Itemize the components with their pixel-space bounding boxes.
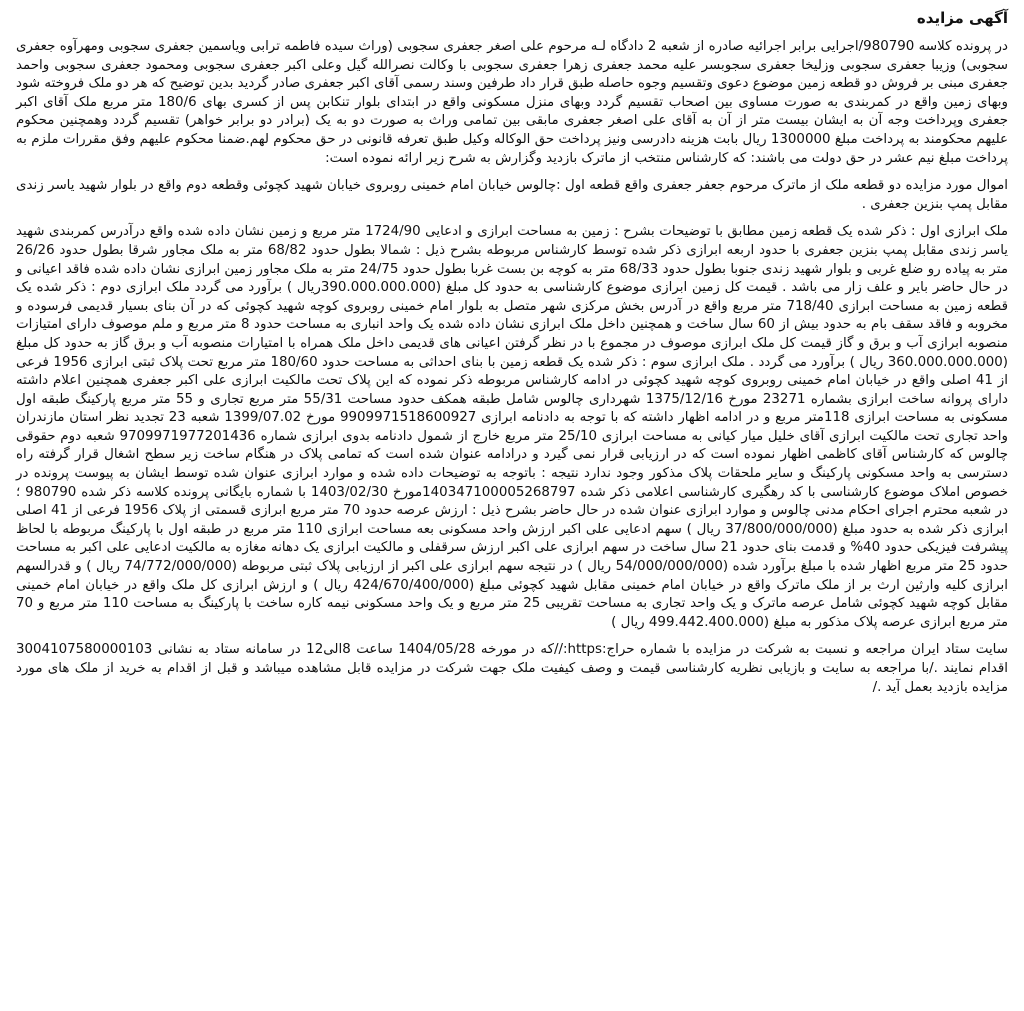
notice-paragraph-properties: اموال مورد مزایده دو قطعه ملک از ماترک مرحوم جعفر جعفری واقع قطعه اول :چالوس خیابان امام خمینی روبروی خیابان شهید کچوئی وقطعه دوم واقع در بلوار شهید یاسر زندی مقابل پمپ بنزین جعفری . xyxy=(16,178,1008,212)
notice-title: آگهی مزایده xyxy=(916,9,1008,27)
notice-paragraph-appraisal: ملک ابرازی اول : ذکر شده یک قطعه زمین مطابق با توضیحات بشرح : زمین به مساحت ابرازی و ادعایی 1724/90 متر مربع و زمین نشان داده شده واقع درآدرس کمربندی شهید یاسر زندی مقابل پمپ بنزین جعفری با حدود اربعه ابرازی ذکر شده توسط کارشناس مربوطه بشرح ذیل : شمالا بطول حدود 68/82 متر به ملک مجاور شرقا بطول حدود 26/26 متر به پیاده رو ضلع غربی و بلوار شهید زندی جنوبا بطول حدود 68/33 متر به کوچه بن بست غربا بطول حدود 24/75 متر به ملک مجاور زمین ابرازی نشان داده شده فاقد اعیانی و در حال حاضر بایر و علف زار می باشد . قیمت کل زمین ابرازی موضوع کارشناسی به حدود کل مبلغ (390.000.000.000ریال ) برآورد می گردد ملک ابرازی دوم : ذکر شده یک قطعه زمین به مساحت ابرازی 718/40 متر مربع واقع در آدرس بخش مرکزی شهر متصل به بلوار امام خمینی روبروی کوچه شهید کچوئی که در آن بنای بسیار قدیمی فرسوده و مخروبه و فاقد سقف بام به حدود بیش از 60 سال ساخت و همچنین داخل ملک ابرازی نشان داده شده یک واحد انباری به مساحت حدود 8 متر مربع و ملم موصوف دارای امتیازات منصوبه ابرازی آب و برق و گاز قیمت کل ملک ابرازی موصوف در مجموع با در نظر گرفتن اعیانی های قدیمی داخل ملک همراه با امتیارات منصوبه آب و برق گاز به حدود کل مبلغ (360.000.000.000 ریال ) برآورد می گردد . ملک ابرازی سوم : ذکر شده یک قطعه زمین با بنای احداثی به مساحت حدود 180/60 متر مربع تحت پلاک ثبتی ابرازی 1956 فرعی از 41 اصلی واقع در خیابان امام خمینی روبروی کوچه شهید کچوئی در ادامه کارشناس مربوطه ذکر نموده که این پلاک تحت مالکیت ابرازی علی اکبر جعفری همچنین اعلام داشته دارای پروانه ساخت ابرازی بشماره 23271 مورخ 1375/12/16 شهرداری چالوس شامل طبقه همکف حدود مساحت 55/31 متر مربع تجاری و 55 متر مربع پارکینگ طبقه اول مسکونی به مساحت ابرازی 118متر مربع و در ادامه اظهار داشته که با توجه به دادنامه ابرازی 9909971518600927 مورخ 1399/07.02 شعبه 23 تجدید نظر استان مازندران واحد تجاری تحت مالکیت ابرازی آقای خلیل میار کیانی به مساحت ابرازی 25/10 متر مربع خارج از شمول دادنامه بدوی ابرازی شماره 9709971977201436 شعبه دوم حقوقی چالوس که کارشناس آقای کاظمی اظهار نموده است که در ارزیابی قرار نمی گیرد و درادامه عنوان شده است که تمامی پلاک در هنگام ساخت زیر سطح اشغال قرار گرفته راه دسترسی به واحد مسکونی پارکینگ و سایر ملحقات پلاک مذکور وجود ندارد نتیجه : باتوجه به توضیحات داده شده و موارد ابرازی عنوان شده توسط ایشان به پیوست پرونده در خصوص املاک موضوع کارشناسی با کد رهگیری کارشناسی اعلامی ذکر شده 140347100005268797مورخ 1403/02/30 با شماره بایگانی پرونده کلاسه ذکر شده 980790 ؛ در شعبه محترم اجرای احکام مدنی چالوس و موارد ابرازی عنوان شده در حال حاضر بشرح ذیل : ارزش عرصه حدود 70 متر مربع ابرازی قسمتی از پلاک 1956 فرعی از 41 اصلی ابرازی ذکر شده به حدود مبلغ (37/800/000/000 ریال ) سهم ادعایی علی اکبر ارزش واحد مسکونی بعه مساحت ابرازی 110 متر مربع در طبقه اول با پارکینگ مربوطه با لحاظ پیشرفت فیزیکی حدود 40% و قدمت بنای حدود 21 سال ساخت در سهم ابرازی علی اکبر ارزش سرقفلی و مالکیت ابرازی یک دهانه مغازه به مالکیت ادعایی علی اکبر به مساحت حدود 25 متر مربع اظهار شده با مبلغ برآورد شده (54/000/000/000 ریال ) در نتیجه سهم ابرازی علی اکبر از ارزیابی پلاک ثبتی مربوطه (74/772/000/000 ریال ) و قدرالسهم ابرازی کلیه وارثین ارث بر از ملک ماترک واقع در خیابان امام خمینی مقابل شهید کچوئی مبلغ (424/670/400/000 ریال ) و ارزش ابرازی کل ملک واقع در خیابان امام خمینی مقابل کوچه شهید کچوئی شامل عرصه ماترک و یک واحد تجاری به مساحت تقریبی 25 متر مربع و یک واحد مسکونی نیمه کاره ساخت با پارکینگ به مساحت 110 متر مربع و 70 متر مربع ابرازی عرصه پلاک مذکور به مبلغ (499.442.400.000 ریال ) xyxy=(16,224,1009,630)
notice-paragraph-case-summary: در پرونده کلاسه 980790/اجرایی برابر اجرائیه صادره از شعبه 2 دادگاه لـه مرحوم علی اصغر جعفری سجوبی (وراث سیده فاطمه ترابی ویاسمین جعفری سجوبی ومهرآوه جعفری سجوبی) وزیبا جعفری سجوبی وزلیخا جعفری سجوبسر علیه محمد جعفری زهرا جعفری سجوبی با وکالت نصرالله گیل وعلی اکبر جعفری سجوبی ومحمود جعفری سجوبی واحمد جعفری مبنی بر فروش دو قطعه زمین موضوع دعوی وتقسیم وجوه حاصله طبق قرار داد طرفین وسند رسمی آقای اکبر جعفری صادر گردید بدین توضیح که هر دو ملک فروخته شود وبهای زمین واقع در کمربندی به صورت مساوی بین اصحاب تقسیم گردد وبهای منزل مسکونی واقع در ابتدای بلوار تنکابن پس از کسری بهای 180/6 متر مربع ملک آقای اکبر جعفری وپرداخت وجه آن به ایشان بیست متر از آن به آقای علی اصغر جعفری مابقی بین تمامی وراث به صورت دو به یک (برادر دو برابر خواهر) تقسیم گردد وهمچنین محکوم علیهم محکومند به پرداخت مبلغ 1300000 ریال بابت هزینه دادرسی ونیز پرداخت حق الوکاله وکیل طبق تعرفه قانونی در حق محکوم لهم.ضمنا محکوم علیهم وفق مقررات ملزم به پرداخت مبلغ نیم عشر در حق دولت می باشند: که کارشناس منتخب از ماترک بازدید وگزارش به شرح زیر ارائه نموده است: xyxy=(16,39,1008,166)
notice-paragraph-participation: سایت ستاد ایران مراجعه و نسبت به شرکت در مزایده با شماره حراج:https://که در مورخه 1404/05/28 ساعت 8الی12 در سامانه ستاد به نشانی 3004107580000103 اقدام نمایند ./با مراجعه به سایت و بازیابی نظریه کارشناسی قیمت و وصف کیفیت ملک جهت شرکت در مزایده قابل مشاهده میباشد و قبل از اقدام به خرید از ملک های مورد مزایده بازدید بعمل آید ./ xyxy=(16,642,1008,695)
